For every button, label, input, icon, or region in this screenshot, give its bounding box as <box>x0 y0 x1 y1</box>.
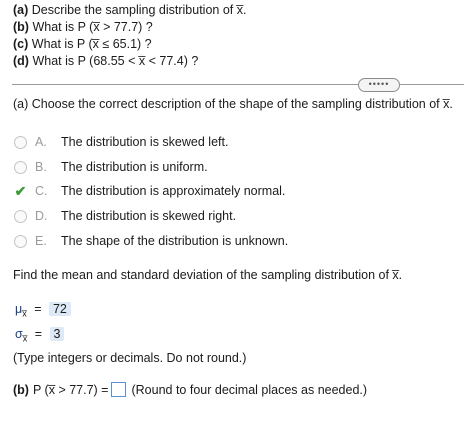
part-b-row <box>13 382 367 397</box>
question-b <box>13 19 153 36</box>
option-letter: E. <box>35 234 47 248</box>
mu-answer[interactable]: 72 <box>49 302 71 316</box>
option-text: The distribution is approximately normal. <box>61 184 286 198</box>
mu-symbol: μ <box>15 302 23 316</box>
sigma-subscript: x̅ <box>22 333 28 344</box>
radio-icon[interactable] <box>14 136 27 149</box>
part-b-hint: (Round to four decimal places as needed.) <box>131 382 368 397</box>
question-a <box>13 2 246 19</box>
question-c <box>13 36 152 53</box>
sigma-symbol: σ <box>15 327 23 341</box>
mean-sd-prompt: Find the mean and standard deviation of the sampling distribution of x̅. <box>13 268 403 282</box>
question-a-text: Describe the sampling distribution of x̅. <box>31 3 247 17</box>
part-b-expression: P (x̅ > 77.7) = <box>32 382 109 397</box>
question-b-label: (b) <box>13 20 29 34</box>
checkmark-icon[interactable]: ✔ <box>14 182 27 199</box>
option-letter: D. <box>35 209 48 223</box>
option-text: The shape of the distribution is unknown. <box>61 234 289 248</box>
sigma-equals: = <box>34 327 43 341</box>
question-c-text: What is P (x̅ ≤ 65.1) ? <box>31 37 152 51</box>
part-b-answer-input[interactable] <box>111 382 126 397</box>
option-letter: B. <box>35 160 47 174</box>
part-b-label: (b) <box>13 382 29 397</box>
option-e[interactable] <box>14 231 288 251</box>
sigma-row <box>15 327 64 344</box>
decimal-hint: (Type integers or decimals. Do not round.) <box>13 351 247 365</box>
option-a[interactable] <box>14 132 228 152</box>
option-text: The distribution is uniform. <box>61 160 208 174</box>
option-text: The distribution is skewed right. <box>61 209 237 223</box>
expand-more-button[interactable]: ••••• <box>358 78 400 92</box>
question-a-label: (a) <box>13 3 29 17</box>
radio-icon[interactable] <box>14 210 27 223</box>
radio-icon[interactable] <box>14 235 27 248</box>
sigma-answer[interactable]: 3 <box>50 327 65 341</box>
part-a-prompt: (a) Choose the correct description of the shape of the sampling distribution of x̅. <box>13 97 453 111</box>
question-b-text: What is P (x̅ > 77.7) ? <box>32 20 153 34</box>
option-c[interactable] <box>14 181 285 201</box>
option-letter: A. <box>35 135 47 149</box>
question-d-label: (d) <box>13 54 29 68</box>
question-c-label: (c) <box>13 37 29 51</box>
option-b[interactable] <box>14 157 208 177</box>
mu-row <box>15 302 71 319</box>
question-d <box>13 53 198 70</box>
option-d[interactable] <box>14 206 236 226</box>
option-text: The distribution is skewed left. <box>61 135 229 149</box>
mu-subscript: x̅ <box>22 308 27 319</box>
mu-equals: = <box>34 302 42 316</box>
option-letter: C. <box>35 184 48 198</box>
radio-icon[interactable] <box>14 161 27 174</box>
question-d-text: What is P (68.55 < x̅ < 77.4) ? <box>32 54 199 68</box>
